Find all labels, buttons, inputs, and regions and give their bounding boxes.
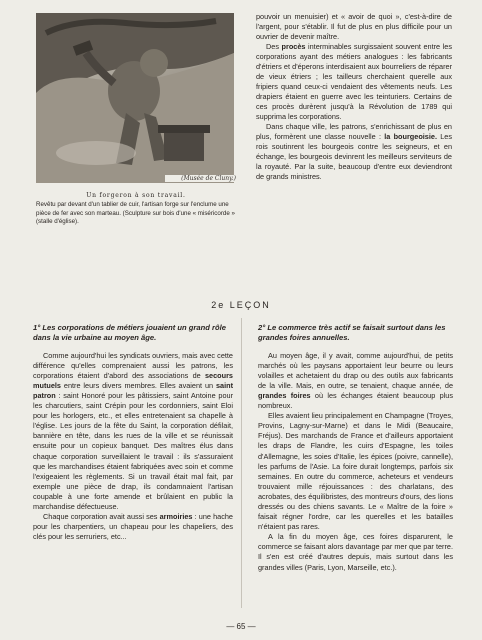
section-heading: 2° Le commerce très actif se faisait surtout dans les grandes foires annuelles. <box>258 323 446 342</box>
paragraph: A la fin du moyen âge, ces foires disparurent, le commerce se faisant alors davantage par mer que par terre. Il s'en est créé d'autres depuis, mais surtout dans les grandes villes (Paris, Lyon, Marseille, etc.). <box>258 532 453 572</box>
figure-caption: Revêtu par devant d'un tablier de cuir, l'artisan forge sur l'enclume une pièce de fer avec son marteau. (Sculpture sur bois d'une « miséricorde » (stalle d'église). <box>36 201 235 226</box>
paragraph: Elles avaient lieu principalement en Champagne (Troyes, Provins, Lagny-sur-Marne) et dans le Midi (Beaucaire, Fréjus). Des marchands de France et d'ailleurs apportaient les draps de Flandre, les cuirs d'Espagne, les toiles d'Allemagne, les soies d'Italie, les épices (poivre, cannelle), les parfums de l'Asie. La foire durait longtemps, parfois six semaines. En outre du commerce, acheteurs et vendeurs trouvaient mille réjouissances : des charlatans, des acrobates, des équilibristes, des montreurs d'ours, des lions dressés ou des chiens savants. Le « Maître de la foire » faisait régner l'ordre, car les querelles et les batailles n'étaient pas rares. <box>258 411 453 532</box>
paragraph: Des procès interminables surgissaient souvent entre les corporations ayant des métiers analogues : les fabricants d'étriers et d'éperons interdisaient aux bourreliers de réparer de vieux étriers ; les tailleurs cherchaient querelle aux fripiers quand ceux-ci vendaient des vêtements neufs. Les drapiers étaient en guerre avec les teinturiers. Certains de ces procès durèrent jusqu'à la Révolution de 1789 qui supprima les corporations. <box>256 42 452 121</box>
paragraph: Chaque corporation avait aussi ses armoiries : une hache pour les charpentiers, un chapeau pour les chapeliers, des clés pour les serruriers, etc... <box>33 512 233 542</box>
right-column <box>258 323 453 573</box>
page-number: — 65 — <box>226 622 256 631</box>
paragraph: Comme aujourd'hui les syndicats ouvriers, mais avec cette différence qu'elles comprenaient aussi les patrons, les corporations étaient d'abord des associations de secours mutuels entre leurs divers membres. Elles avaient un saint patron : saint Honoré pour les pâtissiers, saint Antoine pour les charcutiers, saint Crépin pour les cordonniers, saint Eloi pour les horlogers, etc., et elles entretenaient sa chapelle à l'église. Les jours de la fête du Saint, la corporation défilait, bannière en tête, dans les rues de la ville et se réunissait ensuite pour un copieux banquet. Des maîtres élus dans chaque corporation surveillaient le travail : ils s'assuraient que les marchandises étaient fabriquées avec soin et comme l'exigeaient les règlements. Si un travail était mal fait, par exemple une pièce de drap, ils condamnaient l'artisan coupable à une forte amende et brûlaient en public la marchandise défectueuse. <box>33 350 233 511</box>
continued-text-column <box>256 12 452 182</box>
section-heading: 1° Les corporations de métiers jouaient un grand rôle dans la vie urbaine au moyen âge. <box>33 323 226 342</box>
lesson-heading: 2e LEÇON <box>211 300 271 310</box>
blacksmith-sculpture-illustration <box>36 13 234 183</box>
paragraph: pouvoir un menuisier) et « avoir de quoi », c'est-à-dire de l'argent, pour s'établir. Il fut de plus en plus difficile pour un ouvrier de devenir maître. <box>256 12 452 41</box>
figure-caption-title: Un forgeron à son travail. <box>86 192 186 199</box>
paragraph: Dans chaque ville, les patrons, s'enrichissant de plus en plus, formèrent une classe nouvelle : la bourgeoisie. Les rois soutinrent les bourgeois contre les seigneurs, et en échange, les bourgeois devinrent les meilleurs serviteurs de la royauté. Par la suite, beaucoup d'entre eux deviendront de grands ministres. <box>256 122 453 181</box>
photo-credit: (Musée de Cluny.) <box>165 175 237 182</box>
paragraph: Au moyen âge, il y avait, comme aujourd'hui, de petits marchés où les paysans apportaient leur beurre ou leurs volailles et achetaient du drap ou des outils aux fabricants de la ville. Mais, en outre, se tenaient, chaque année, de grandes foires où les échanges étaient beaucoup plus nombreux. <box>258 350 453 411</box>
blacksmith-photo <box>36 13 234 183</box>
column-divider <box>241 318 242 608</box>
left-column <box>33 323 233 542</box>
